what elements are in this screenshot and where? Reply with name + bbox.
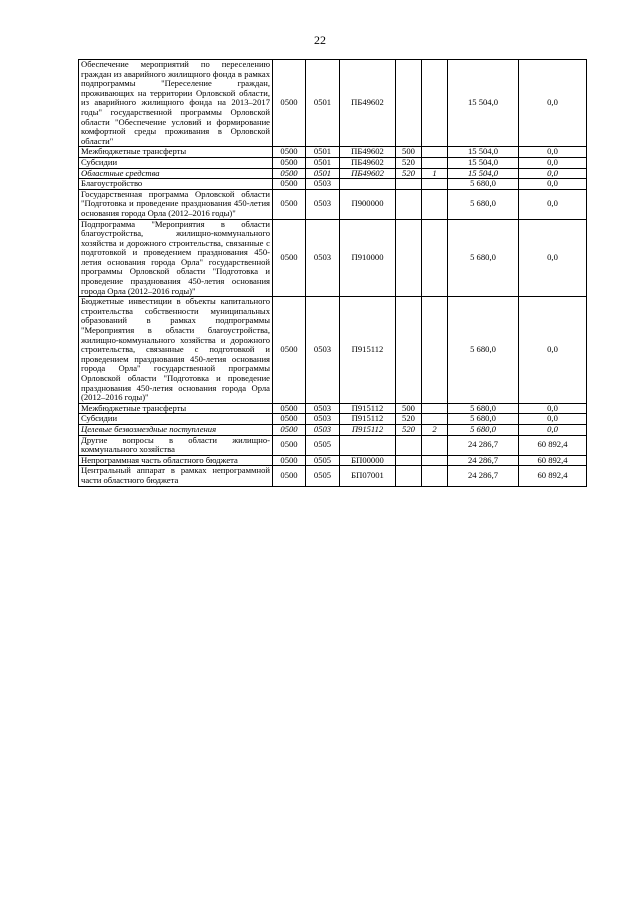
amount-year-2: 0,0: [519, 403, 587, 414]
funding-source-code: [422, 435, 448, 455]
table-row: [79, 455, 587, 466]
amount-year-2: 0,0: [519, 219, 587, 297]
section-code: 0500: [273, 219, 306, 297]
table-row: [79, 403, 587, 414]
subsection-code: 0503: [306, 219, 340, 297]
target-item-code: ПБ49602: [340, 147, 396, 158]
subsection-code: 0501: [306, 60, 340, 147]
amount-year-1: 15 504,0: [448, 157, 519, 168]
funding-source-code: [422, 157, 448, 168]
expense-type-code: [396, 455, 422, 466]
section-code: 0500: [273, 424, 306, 435]
target-item-code: П910000: [340, 219, 396, 297]
section-code: 0500: [273, 189, 306, 219]
funding-source-code: [422, 403, 448, 414]
section-code: 0500: [273, 455, 306, 466]
row-name: Областные средства: [79, 168, 273, 179]
amount-year-2: 0,0: [519, 157, 587, 168]
row-name: Обеспечение мероприятий по переселению граждан из аварийного жилищного фонда в рамках подпрограммы "Переселение граждан, проживающих на территории Орловской области, из аварийного жилищного фонда на 2013–2017 годы" государственной программы Орловской области "Обеспечение условий и формирование комфортной среды проживания в Орловской области": [79, 60, 273, 147]
row-name: Государственная программа Орловской области "Подготовка и проведение празднования 450-летия основания города Орла (2012–2016 годы)": [79, 189, 273, 219]
row-name: Субсидии: [79, 157, 273, 168]
target-item-code: ПБ49602: [340, 157, 396, 168]
subsection-code: 0505: [306, 435, 340, 455]
amount-year-1: 24 286,7: [448, 466, 519, 486]
expense-type-code: [396, 189, 422, 219]
funding-source-code: [422, 189, 448, 219]
funding-source-code: [422, 179, 448, 190]
amount-year-1: 5 680,0: [448, 179, 519, 190]
section-code: 0500: [273, 466, 306, 486]
amount-year-1: 5 680,0: [448, 424, 519, 435]
funding-source-code: [422, 297, 448, 404]
expense-type-code: [396, 435, 422, 455]
table-row: [79, 466, 587, 486]
table-row: [79, 147, 587, 158]
amount-year-1: 15 504,0: [448, 60, 519, 147]
subsection-code: 0503: [306, 297, 340, 404]
table-row: [79, 219, 587, 297]
expense-type-code: 520: [396, 424, 422, 435]
funding-source-code: [422, 60, 448, 147]
funding-source-code: [422, 414, 448, 425]
amount-year-1: 5 680,0: [448, 189, 519, 219]
funding-source-code: 2: [422, 424, 448, 435]
subsection-code: 0505: [306, 466, 340, 486]
funding-source-code: [422, 147, 448, 158]
expense-type-code: [396, 219, 422, 297]
row-name: Другие вопросы в области жилищно-коммунального хозяйства: [79, 435, 273, 455]
amount-year-1: 5 680,0: [448, 297, 519, 404]
subsection-code: 0503: [306, 189, 340, 219]
section-code: 0500: [273, 60, 306, 147]
table-row: [79, 179, 587, 190]
section-code: 0500: [273, 168, 306, 179]
funding-source-code: [422, 455, 448, 466]
target-item-code: П915112: [340, 403, 396, 414]
row-name: Целевые безвозмездные поступления: [79, 424, 273, 435]
target-item-code: П900000: [340, 189, 396, 219]
funding-source-code: [422, 466, 448, 486]
section-code: 0500: [273, 297, 306, 404]
funding-source-code: 1: [422, 168, 448, 179]
table-row: [79, 157, 587, 168]
amount-year-2: 60 892,4: [519, 466, 587, 486]
expense-type-code: [396, 297, 422, 404]
expense-type-code: 520: [396, 414, 422, 425]
table-row: [79, 168, 587, 179]
amount-year-2: 0,0: [519, 189, 587, 219]
expense-type-code: [396, 179, 422, 190]
subsection-code: 0501: [306, 168, 340, 179]
row-name: Межбюджетные трансферты: [79, 147, 273, 158]
subsection-code: 0503: [306, 424, 340, 435]
target-item-code: БП00000: [340, 455, 396, 466]
amount-year-2: 0,0: [519, 60, 587, 147]
target-item-code: П915112: [340, 424, 396, 435]
section-code: 0500: [273, 147, 306, 158]
amount-year-2: 0,0: [519, 147, 587, 158]
amount-year-1: 5 680,0: [448, 403, 519, 414]
row-name: Центральный аппарат в рамках непрограммной части областного бюджета: [79, 466, 273, 486]
subsection-code: 0503: [306, 414, 340, 425]
target-item-code: ПБ49602: [340, 60, 396, 147]
amount-year-2: 0,0: [519, 424, 587, 435]
budget-table: [78, 59, 587, 487]
table-row: [79, 60, 587, 147]
amount-year-1: 15 504,0: [448, 147, 519, 158]
target-item-code: П915112: [340, 297, 396, 404]
amount-year-1: 5 680,0: [448, 219, 519, 297]
subsection-code: 0501: [306, 147, 340, 158]
subsection-code: 0501: [306, 157, 340, 168]
expense-type-code: 520: [396, 168, 422, 179]
table-row: [79, 435, 587, 455]
section-code: 0500: [273, 157, 306, 168]
amount-year-1: 24 286,7: [448, 455, 519, 466]
expense-type-code: 520: [396, 157, 422, 168]
table-row: [79, 414, 587, 425]
amount-year-2: 0,0: [519, 179, 587, 190]
table-row: [79, 424, 587, 435]
amount-year-1: 24 286,7: [448, 435, 519, 455]
target-item-code: П915112: [340, 414, 396, 425]
amount-year-1: 5 680,0: [448, 414, 519, 425]
target-item-code: БП07001: [340, 466, 396, 486]
table-row: [79, 297, 587, 404]
row-name: Подпрограмма "Мероприятия в области благоустройства, жилищно-коммунального хозяйства и дорожного строительства, связанные с подготовкой и проведением празднования 450-летия основания города Орла" государственной программы Орловской области "Подготовка и проведение празднования 450-летия основания города Орла (2012–2016 годы)": [79, 219, 273, 297]
expense-type-code: 500: [396, 403, 422, 414]
amount-year-1: 15 504,0: [448, 168, 519, 179]
section-code: 0500: [273, 435, 306, 455]
expense-type-code: [396, 60, 422, 147]
expense-type-code: [396, 466, 422, 486]
subsection-code: 0505: [306, 455, 340, 466]
page-number: 22: [314, 33, 326, 47]
table-row: [79, 189, 587, 219]
amount-year-2: 60 892,4: [519, 435, 587, 455]
section-code: 0500: [273, 403, 306, 414]
target-item-code: [340, 179, 396, 190]
row-name: Межбюджетные трансферты: [79, 403, 273, 414]
row-name: Благоустройство: [79, 179, 273, 190]
amount-year-2: 0,0: [519, 297, 587, 404]
amount-year-2: 0,0: [519, 168, 587, 179]
subsection-code: 0503: [306, 403, 340, 414]
funding-source-code: [422, 219, 448, 297]
section-code: 0500: [273, 414, 306, 425]
amount-year-2: 60 892,4: [519, 455, 587, 466]
section-code: 0500: [273, 179, 306, 190]
subsection-code: 0503: [306, 179, 340, 190]
target-item-code: [340, 435, 396, 455]
target-item-code: ПБ49602: [340, 168, 396, 179]
amount-year-2: 0,0: [519, 414, 587, 425]
row-name: Субсидии: [79, 414, 273, 425]
row-name: Непрограммная часть областного бюджета: [79, 455, 273, 466]
row-name: Бюджетные инвестиции в объекты капитального строительства собственности муниципальных образований в рамках подпрограммы "Мероприятия в области благоустройства, жилищно-коммунального хозяйства и дорожного строительства, связанные с подготовкой и проведением празднования 450-летия основания города Орла" государственной программы Орловской области "Подготовка и проведение празднования 450-летия основания города Орла (2012–2016 годы)": [79, 297, 273, 404]
expense-type-code: 500: [396, 147, 422, 158]
